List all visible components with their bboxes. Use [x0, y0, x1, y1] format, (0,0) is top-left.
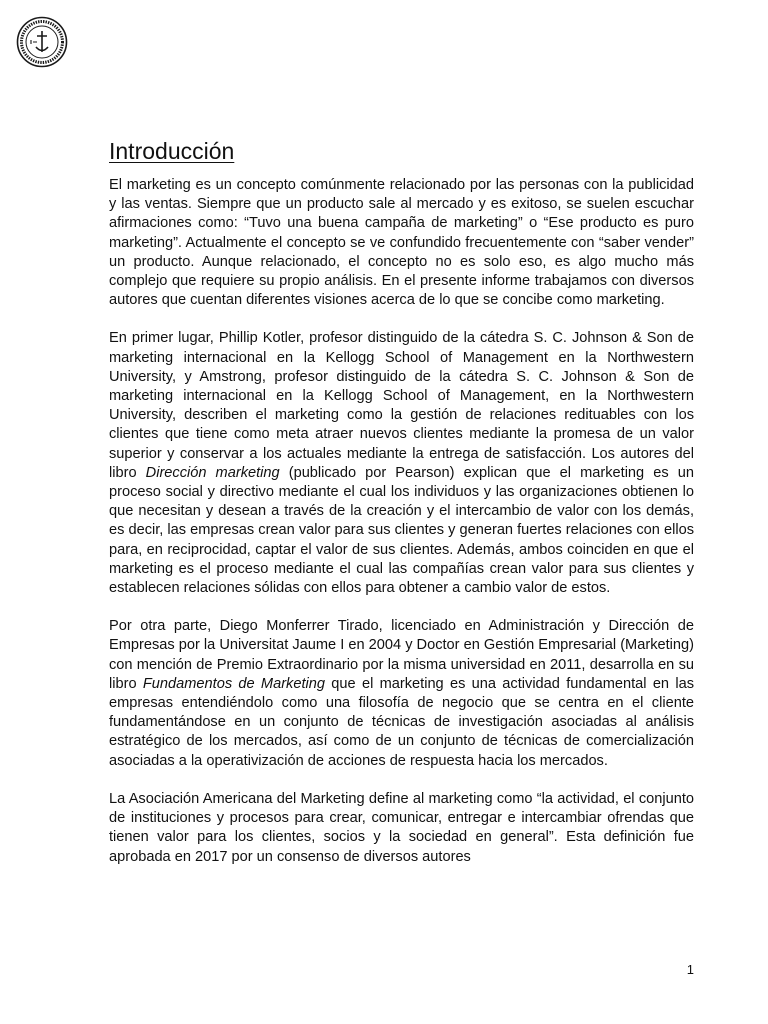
body-paragraph	[109, 790, 694, 867]
document-title: Introducción	[109, 138, 235, 164]
paragraph-text: Por otra parte, Diego Monferrer Tirado, licenciado en Administración y Dirección de Empresas por la Universitat Jaume I en 2004 y Doctor en Gestión Empresarial (Marketing) con mención de Premio Extraordinario por la misma universidad en 2011, desarrolla en su libro	[109, 618, 694, 692]
paragraph-text: (publicado por Pearson) explican que el marketing es un proceso social y directivo mediante el cual los individuos y las organizaciones obtienen lo que necesitan y desean a través de la creación y el intercambio de valor con los demás, es decir, las empresas crean valor para sus clientes y generan fuertes relaciones con ellos para, en reciprocidad, captar el valor de sus clientes. Además, ambos coinciden en que el marketing es el proceso mediante el cual las compañías crean valor para sus clientes y establecen relaciones sólidas con ellos para obtener a cambio valor de estos.	[109, 464, 694, 597]
book-title-italic: Dirección marketing	[145, 464, 280, 481]
body-paragraph	[109, 329, 694, 598]
page-number: 1	[686, 962, 694, 977]
university-seal-logo	[16, 16, 68, 68]
book-title-italic: Fundamentos de Marketing	[142, 675, 326, 692]
paragraph-text: La Asociación Americana del Marketing define al marketing como “la actividad, el conjunto de instituciones y procesos para crear, comunicar, entregar e intercambiar ofrendas que tienen valor para los clientes, socios y la sociedad en general”. Esta definición fue aprobada en 2017 por un consenso de diversos autores	[109, 790, 694, 865]
paragraph-text: que el marketing es una actividad fundamental en las empresas entendiéndolo como una filosofía de negocio que se centra en el cliente fundamentándose en un conjunto de técnicas de investigación asociadas al análisis estratégico de los mercados, así como de un conjunto de técnicas de comercialización asociadas a la operativización de acciones de respuesta hacia los mercados.	[109, 675, 694, 769]
paragraph-text: El marketing es un concepto comúnmente relacionado por las personas con la publicidad y las ventas. Siempre que un producto sale al mercado y es exitoso, se suelen escuchar afirmaciones como: “Tuvo una buena campaña de marketing” o “Ese producto es puro marketing”. Actualmente el concepto se ve confundido frecuentemente con “saber vender” un producto. Aunque relacionado, el concepto no es solo eso, es algo mucho más complejo que requiere su propio análisis. En el presente informe trabajamos con diversos autores que cuentan diferentes visiones acerca de lo que se concibe como marketing.	[109, 177, 694, 309]
university-seal-icon	[16, 16, 68, 68]
document-body	[109, 136, 694, 886]
body-paragraph	[109, 617, 694, 771]
paragraph-list	[109, 176, 694, 867]
paragraph-text: En primer lugar, Phillip Kotler, profesor distinguido de la cátedra S. C. Johnson & Son de marketing internacional en la Kellogg School of Management en la Northwestern University, y Amstrong, profesor distinguido de la cátedra S. C. Johnson & Son de marketing internacional en la Kellogg School of Management, en la Northwestern University, describen el marketing como la gestión de relaciones redituables con los clientes que tiene como meta atraer nuevos clientes mediante la promesa de un valor superior y conservar a los actuales mediante la entrega de satisfacción. Los autores del libro	[109, 330, 694, 481]
body-paragraph	[109, 176, 694, 310]
